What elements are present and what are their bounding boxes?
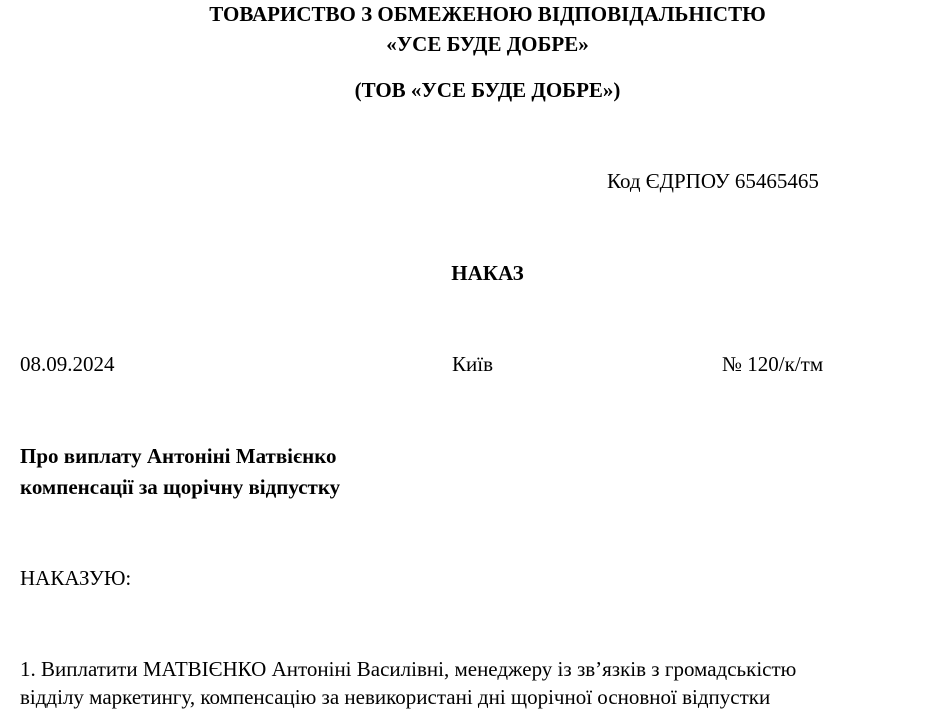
subject-line-2: компенсації за щорічну відпустку <box>20 475 341 499</box>
order-item-1: 1. Виплатити МАТВІЄНКО Антоніні Василівні, менеджеру із зв’язків з громадськістю <box>20 657 797 681</box>
org-name-line2: «УСЕ БУДЕ ДОБРЕ» <box>386 32 589 56</box>
order-item-1-continued: відділу маркетингу, компенсацію за невикористані дні щорічної основної відпустки <box>20 685 771 709</box>
org-name-line1: ТОВАРИСТВО З ОБМЕЖЕНОЮ ВІДПОВІДАЛЬНІСТЮ <box>209 2 766 26</box>
document-title: НАКАЗ <box>451 261 524 285</box>
order-number: № 120/к/тм <box>722 352 824 376</box>
org-short-name: (ТОВ «УСЕ БУДЕ ДОБРЕ») <box>354 78 621 102</box>
edrpou-code: Код ЄДРПОУ 65465465 <box>607 169 819 193</box>
order-date: 08.09.2024 <box>20 352 115 376</box>
order-word: НАКАЗУЮ: <box>20 566 132 590</box>
order-city: Київ <box>452 352 493 376</box>
subject-line-1: Про виплату Антоніні Матвієнко <box>20 444 337 468</box>
